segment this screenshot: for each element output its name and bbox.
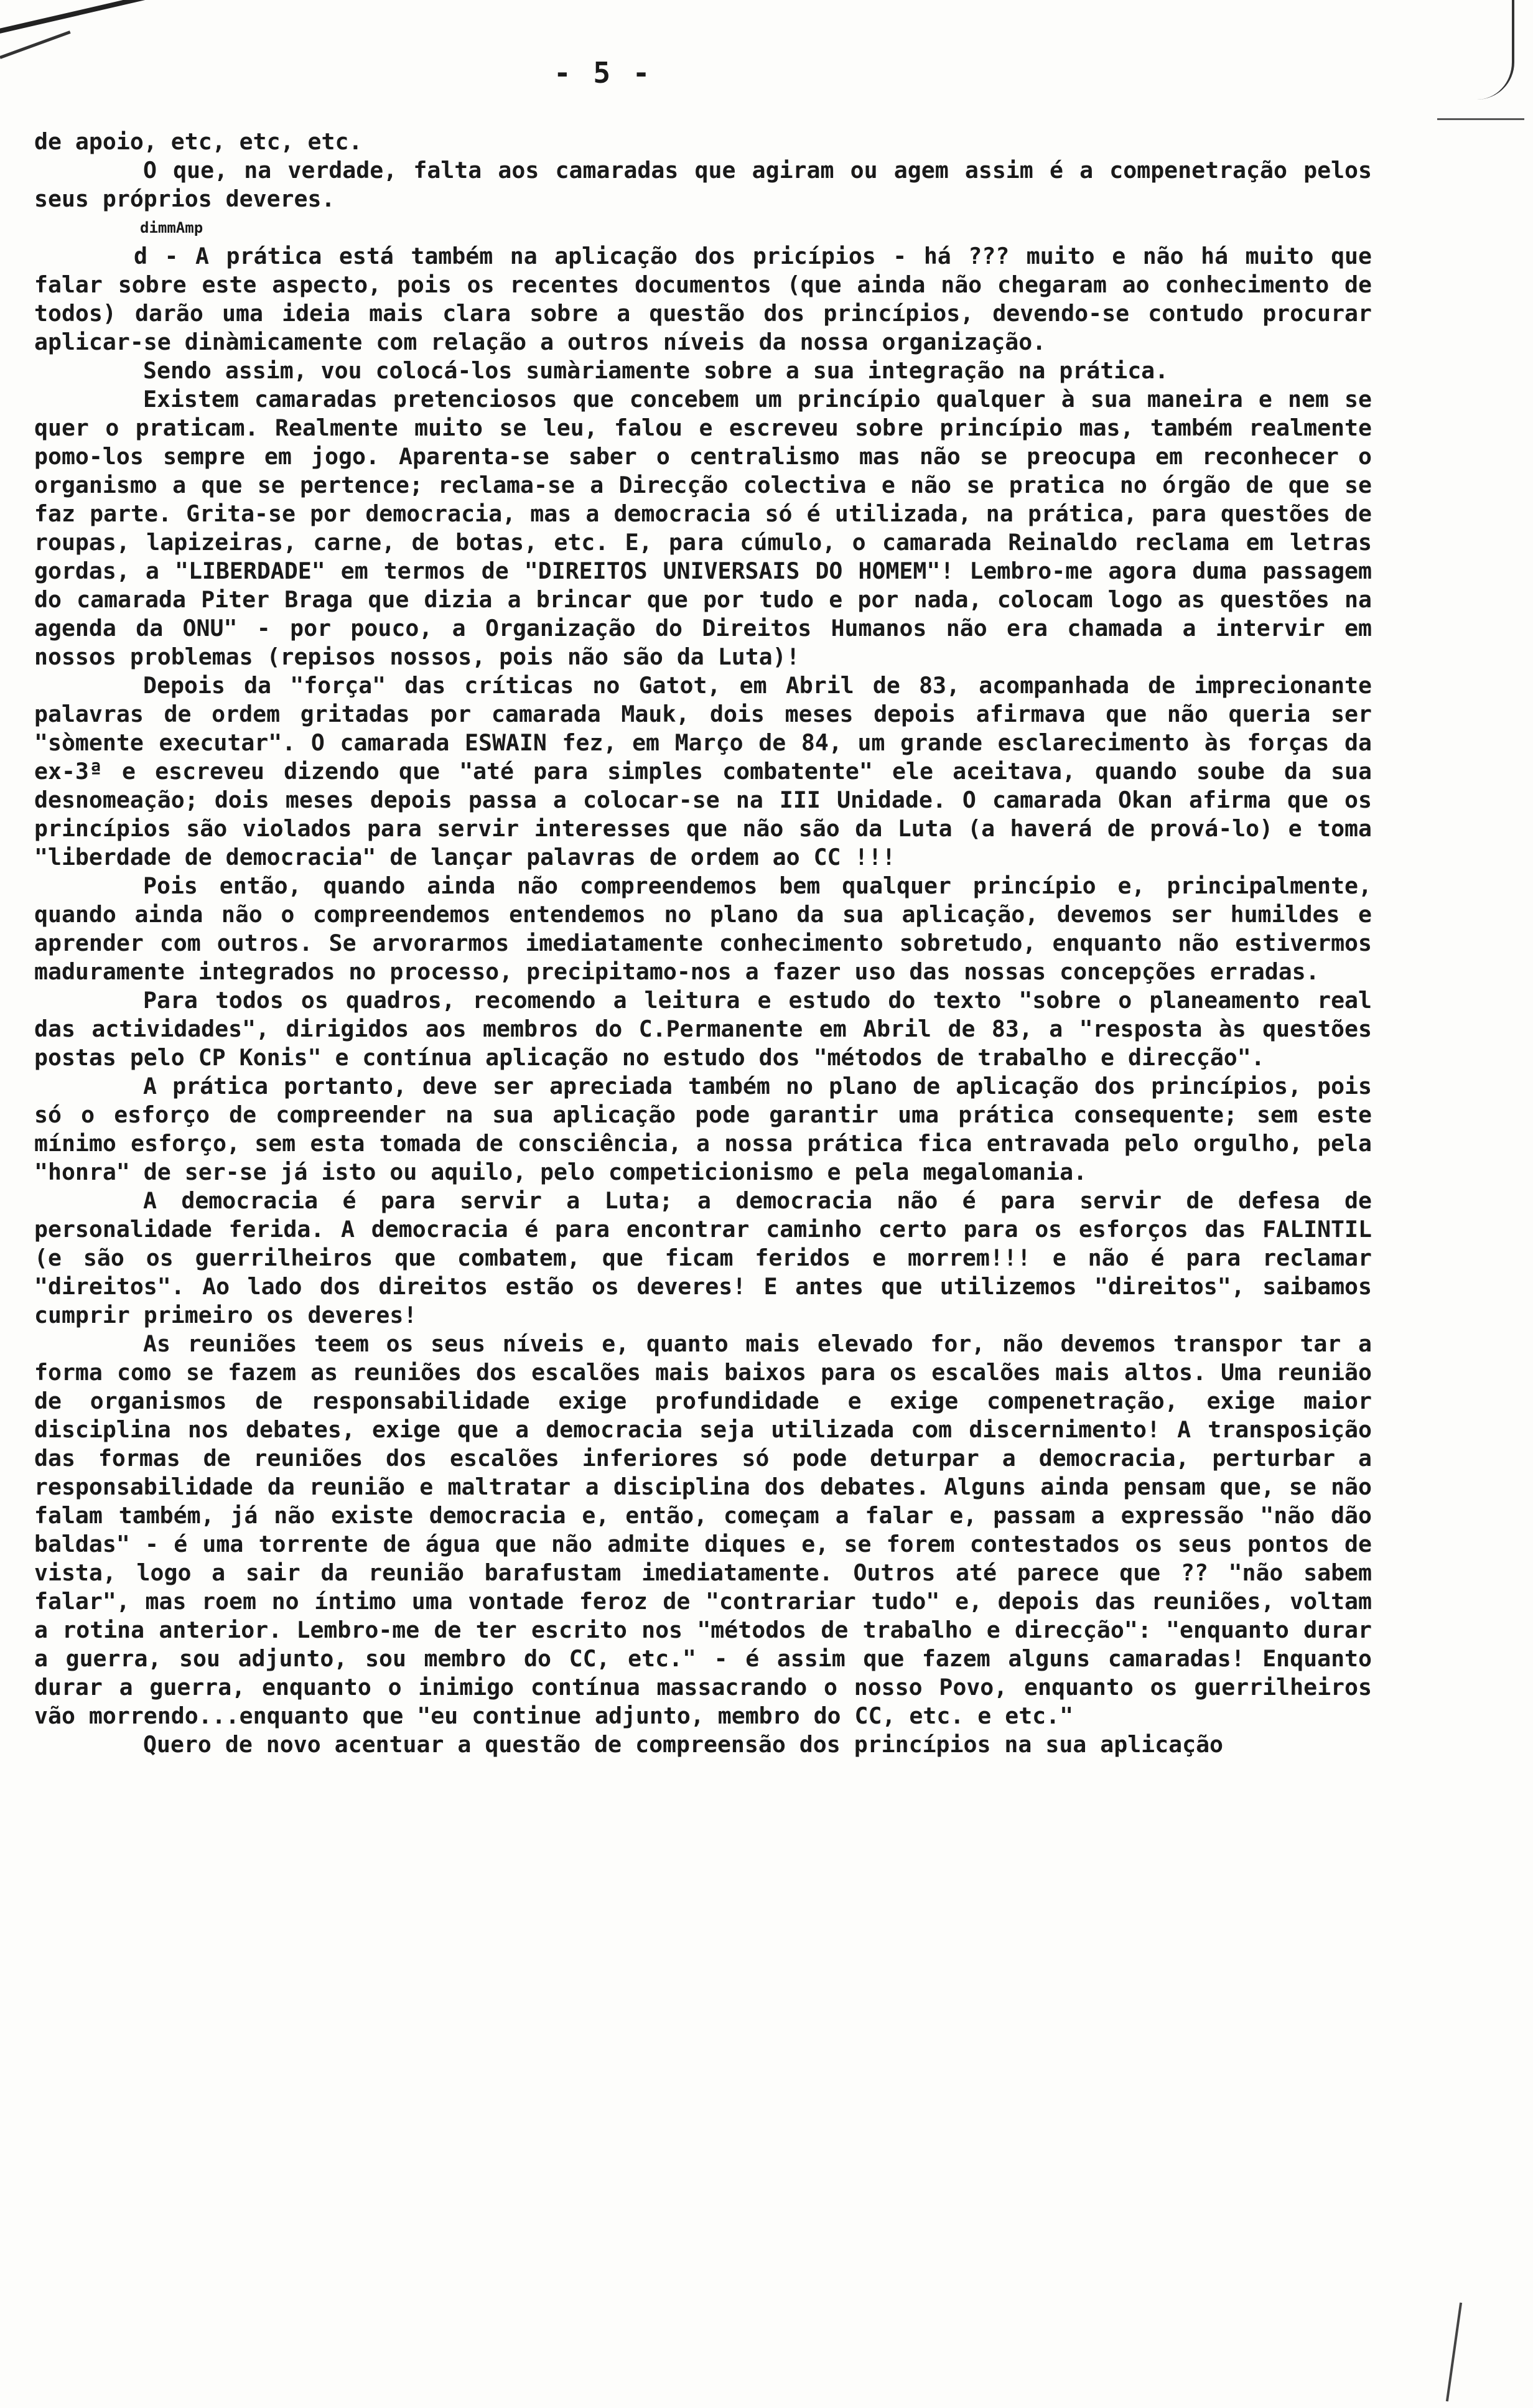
paragraph: d - A prática está também na aplicação dos pricípios - há ??? muito e não há muito que falar sobre este aspecto, pois os recentes documentos (que ainda não chegaram ao conhecimento de todos) darão uma ideia mais clara sobre a questão dos princípios, devendo-se contudo procurar aplicar-se dinàmicamente com relação a outros níveis da nossa organização. [34,243,1372,355]
corner-pen-stroke [0,0,175,39]
paragraph: O que, na verdade, falta aos camaradas que agiram ou agem assim é a compenetração pelos seus próprios deveres. [34,157,1372,212]
corner-pen-stroke-secondary [0,30,71,59]
paragraph: Pois então, quando ainda não compreendemos bem qualquer princípio e, principalmente, quando ainda não o compreendemos entendemos no plano da sua aplicação, devemos ser humildes e aprender com outros. Se arvorarmos imediatamente conhecimento sobretudo, enquanto não estivermos maduramente integrados no processo, precipitamo-nos a fazer uso das nossas concepções erradas. [34,872,1372,985]
document-body [34,128,1372,1759]
page-edge-curl [1475,0,1514,100]
page-number: - 5 - [554,56,653,90]
paragraph: Depois da "força" das críticas no Gatot, em Abril de 83, acompanhada de imprecionante palavras de ordem gritadas por camarada Mauk, dois meses depois afirmava que não queria ser "sòmente executar". O camarada ESWAIN fez, em Março de 84, um grande esclarecimento às forças da ex-3ª e escreveu dizendo que "até para simples combatente" ele aceitava, quando soube da sua desnomeação; dois meses depois passa a colocar-se na III Unidade. O camarada Okan afirma que os princípios são violados para servir interesses que não são da Luta (a haverá de prová-lo) e toma "liberdade de democracia" de lançar palavras de ordem ao CC !!! [34,672,1372,870]
paragraph: de apoio, etc, etc, etc. [34,128,363,155]
paragraph: A prática portanto, deve ser apreciada também no plano de aplicação dos princípios, pois só o esforço de compreender na sua aplicação pode garantir uma prática consequente; sem este mínimo esforço, sem esta tomada de consciência, a nossa prática fica entravada pelo orgulho, pela "honra" de ser-se já isto ou aquilo, pelo competicionismo e pela megalomania. [34,1073,1372,1185]
margin-rule [1437,118,1524,120]
paragraph: Para todos os quadros, recomendo a leitura e estudo do texto "sobre o planeamento real das actividades", dirigidos aos membros do C.Permanente em Abril de 83, a "resposta às questões postas pelo CP Konis" e contínua aplicação no estudo dos "métodos de trabalho e direcção". [34,987,1372,1071]
paragraph: Existem camaradas pretenciosos que concebem um princípio qualquer à sua maneira e nem se quer o praticam. Realmente muito se leu, falou e escreveu sobre princípio mas, também realmente pomo-los sempre em jogo. Aparenta-se saber o centralismo mas não se preocupa em reconhecer o organismo a que se pertence; reclama-se a Direcção colectiva e não se pratica no órgão de que se faz parte. Grita-se por democracia, mas a democracia só é utilizada, na prática, para questões de roupas, lapizeiras, carne, de botas, etc. E, para cúmulo, o camarada Reinaldo reclama em letras gordas, a "LIBERDADE" em termos de "DIREITOS UNIVERSAIS DO HOMEM"! Lembro-me agora duma passagem do camarada Piter Braga que dizia a brincar que por tudo e por nada, colocam logo as questões na agenda da ONU" - por pouco, a Organização do Direitos Humanos não era chamada a intervir em nossos problemas (repisos nossos, pois não são da Luta)! [34,386,1372,670]
paragraph: Quero de novo acentuar a questão de compreensão dos princípios na sua aplicação [143,1731,1224,1758]
struck-through-word: dimmAmp [140,219,203,236]
page-edge-mark [1446,2303,1462,2402]
paragraph: Sendo assim, vou colocá-los sumàriamente sobre a sua integração na prática. [143,357,1169,384]
paragraph: As reuniões teem os seus níveis e, quanto mais elevado for, não devemos transpor tar a forma como se fazem as reuniões dos escalões mais baixos para os escalões mais altos. Uma reunião de organismos de responsabilidade exige profundidade e exige compenetração, exige maior disciplina nos debates, exige que a democracia seja utilizada com discernimento! A transposição das formas de reuniões dos escalões inferiores só pode deturpar a democracia, perturbar a responsabilidade da reunião e maltratar a disciplina dos debates. Alguns ainda pensam que, se não falam também, já não existe democracia e, então, começam a falar e, passam a expressão "não dão baldas" - é uma torrente de água que não admite diques e, se forem contestados os seus pontos de vista, logo a sair da reunião barafustam imediatamente. Outros até parece que ?? "não sabem falar", mas roem no íntimo uma vontade feroz de "contrariar tudo" e, depois das reuniões, voltam a rotina anterior. Lembro-me de ter escrito nos "métodos de trabalho e direcção": "enquanto durar a guerra, sou adjunto, sou membro do CC, etc." - é assim que fazem alguns camaradas! Enquanto durar a guerra, enquanto o inimigo contínua massacrando o nosso Povo, enquanto os guerrilheiros vão morrendo...enquanto que "eu continue adjunto, membro do CC, etc. e etc." [34,1330,1372,1729]
paragraph: A democracia é para servir a Luta; a democracia não é para servir de defesa de personalidade ferida. A democracia é para encontrar caminho certo para os esforços das FALINTIL (e são os guerrilheiros que combatem, que ficam feridos e morrem!!! e não é para reclamar "direitos". Ao lado dos direitos estão os deveres! E antes que utilizemos "direitos", saibamos cumprir primeiro os deveres! [34,1187,1372,1328]
